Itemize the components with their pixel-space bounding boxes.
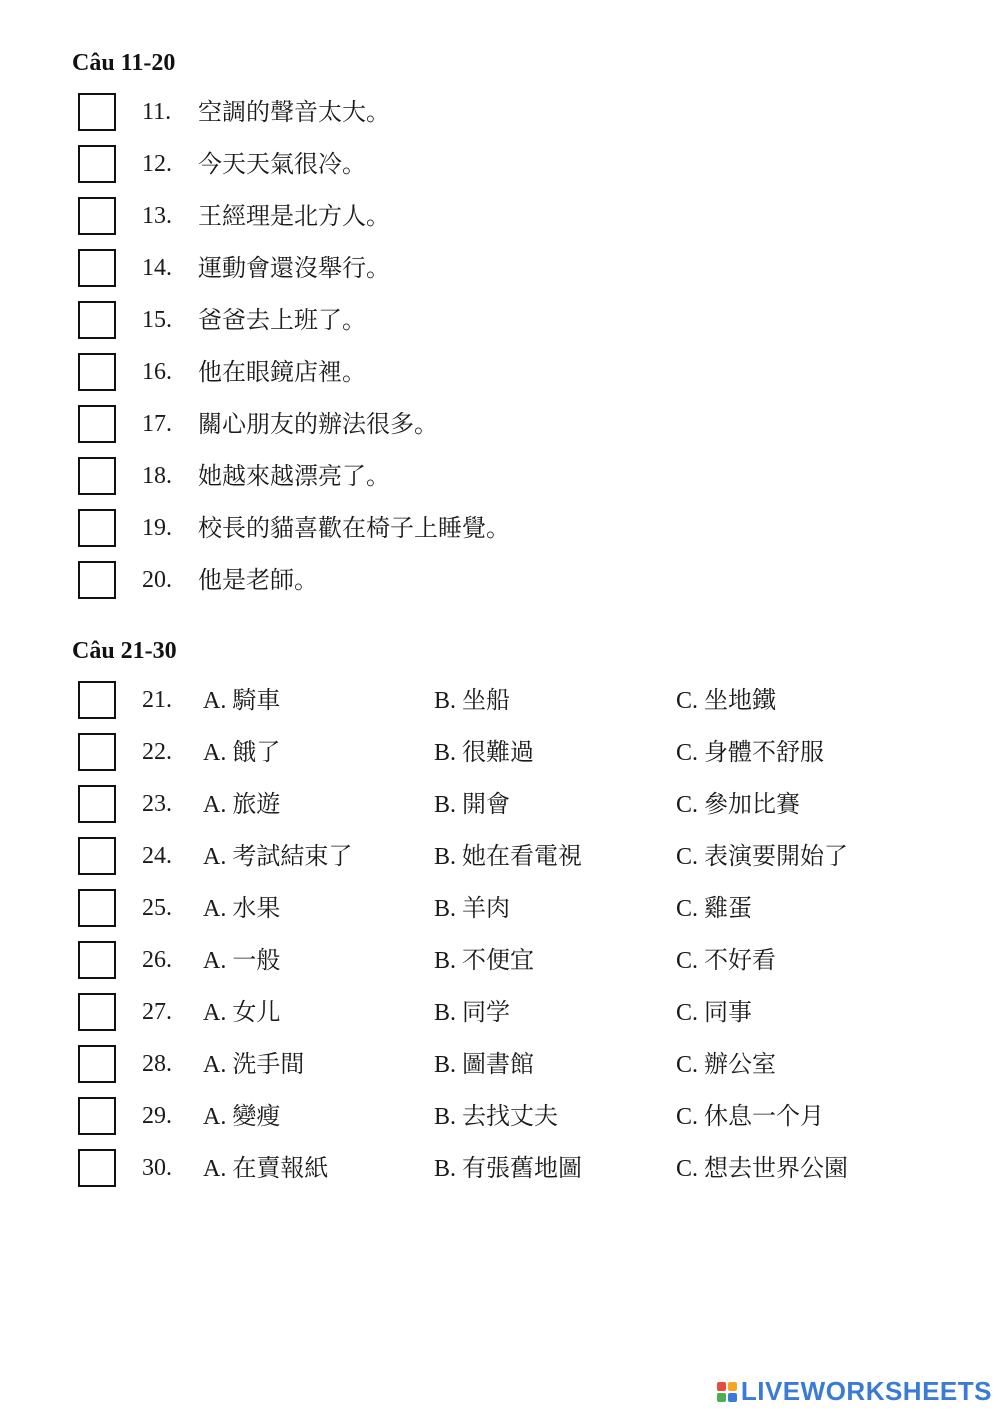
question-text: 王經理是北方人。 [198,202,390,230]
answer-box[interactable] [78,249,116,287]
question-number: 19. [142,515,172,541]
answer-box[interactable] [78,837,116,875]
answer-box[interactable] [78,197,116,235]
question-number: 18. [142,463,172,489]
option-b: B. 她在看電視 [434,842,583,870]
answer-box[interactable] [78,889,116,927]
option-b: B. 有張舊地圖 [434,1154,583,1182]
question-number: 28. [142,1051,172,1077]
question-row [78,405,958,447]
choice-row [78,889,958,931]
question-row [78,93,958,135]
answer-box[interactable] [78,509,116,547]
choice-row [78,1097,958,1139]
option-a: A. 女儿 [203,998,281,1026]
question-text: 今天天氣很冷。 [198,150,366,178]
question-number: 12. [142,151,172,177]
option-c: C. 表演要開始了 [676,842,849,870]
choice-row [78,941,958,983]
question-row [78,457,958,499]
option-b: B. 同学 [434,998,511,1026]
option-c: C. 不好看 [676,946,777,974]
question-text: 他是老師。 [198,566,318,594]
question-number: 20. [142,567,172,593]
question-row [78,249,958,291]
question-number: 17. [142,411,172,437]
option-c: C. 想去世界公園 [676,1154,849,1182]
question-row [78,301,958,343]
question-text: 爸爸去上班了。 [198,306,366,334]
question-text: 校長的貓喜歡在椅子上睡覺。 [198,514,510,542]
answer-box[interactable] [78,941,116,979]
answer-box[interactable] [78,733,116,771]
answer-box[interactable] [78,405,116,443]
option-c: C. 辦公室 [676,1050,777,1078]
option-b: B. 去找丈夫 [434,1102,559,1130]
question-number: 27. [142,999,172,1025]
logo-text: LIVEWORKSHEETS [740,1376,992,1406]
option-c: C. 身體不舒服 [676,738,825,766]
question-text: 她越來越漂亮了。 [198,462,390,490]
logo-square [717,1382,726,1391]
question-number: 13. [142,203,172,229]
question-text: 關心朋友的辦法很多。 [198,410,438,438]
logo-square [728,1382,737,1391]
question-number: 14. [142,255,172,281]
option-c: C. 同事 [676,998,753,1026]
choice-row [78,1149,958,1191]
question-text: 運動會還沒舉行。 [198,254,390,282]
choice-row [78,733,958,775]
option-b: B. 不便宜 [434,946,535,974]
answer-box[interactable] [78,1097,116,1135]
logo-square [717,1393,726,1402]
question-number: 15. [142,307,172,333]
option-c: C. 參加比賽 [676,790,801,818]
option-c: C. 休息一个月 [676,1102,825,1130]
question-number: 29. [142,1103,172,1129]
question-text: 空調的聲音太大。 [198,98,390,126]
question-row [78,561,958,603]
answer-box[interactable] [78,301,116,339]
logo-square [728,1393,737,1402]
answer-box[interactable] [78,561,116,599]
option-a: A. 騎車 [203,686,281,714]
option-a: A. 洗手間 [203,1050,305,1078]
liveworksheets-logo [717,1376,992,1407]
option-b: B. 很難過 [434,738,535,766]
answer-box[interactable] [78,993,116,1031]
option-a: A. 在賣報紙 [203,1154,329,1182]
option-a: A. 旅遊 [203,790,281,818]
question-number: 25. [142,895,172,921]
answer-box[interactable] [78,457,116,495]
question-number: 11. [142,99,172,125]
question-number: 26. [142,947,172,973]
option-c: C. 雞蛋 [676,894,753,922]
question-row [78,145,958,187]
option-a: A. 水果 [203,894,281,922]
choice-row [78,993,958,1035]
answer-box[interactable] [78,145,116,183]
section-title-21-30: Câu 21-30 [72,638,177,664]
option-a: A. 考試結束了 [203,842,353,870]
option-b: B. 開會 [434,790,511,818]
option-a: A. 變瘦 [203,1102,281,1130]
answer-box[interactable] [78,785,116,823]
choice-row [78,681,958,723]
choice-row [78,785,958,827]
question-number: 16. [142,359,172,385]
answer-box[interactable] [78,353,116,391]
option-a: A. 餓了 [203,738,281,766]
option-c: C. 坐地鐵 [676,686,777,714]
question-number: 24. [142,843,172,869]
answer-box[interactable] [78,681,116,719]
option-b: B. 圖書館 [434,1050,535,1078]
liveworksheets-logo-icon [717,1382,737,1402]
choice-row [78,837,958,879]
section-title-11-20: Câu 11-20 [72,50,176,76]
answer-box[interactable] [78,1149,116,1187]
choice-row [78,1045,958,1087]
question-row [78,509,958,551]
answer-box[interactable] [78,1045,116,1083]
question-text: 他在眼鏡店裡。 [198,358,366,386]
question-number: 22. [142,739,172,765]
question-number: 23. [142,791,172,817]
option-b: B. 羊肉 [434,894,511,922]
question-row [78,353,958,395]
answer-box[interactable] [78,93,116,131]
question-number: 21. [142,687,172,713]
question-row [78,197,958,239]
option-a: A. 一般 [203,946,281,974]
question-number: 30. [142,1155,172,1181]
option-b: B. 坐船 [434,686,511,714]
